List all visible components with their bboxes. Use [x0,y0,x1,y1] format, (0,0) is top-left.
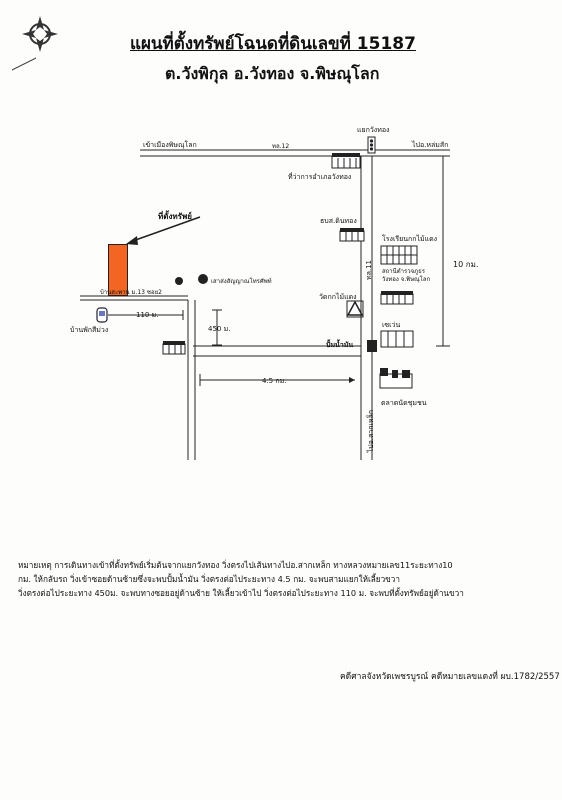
label-police: สถานีตำรวจภูธรวังทอง จ.พิษณุโลก [382,268,431,283]
note-line-2: กม. ให้กลับรถ วิ่งเข้าซอยด้านซ้ายซึ่งจะพบปั้มน้ำมัน วิ่งตรงต่อไประยะทาง 4.5 กม. จะพบสามแยกให้เลี้ยวขวา [18,574,400,584]
label-dist-450: 450 ม. [208,325,231,333]
district-office-icon [330,152,370,172]
note-line-3: วิ่งตรงต่อไประยะทาง 450ม. จะพบทางซอยอยู่ด้านซ้าย ให้เลี้ยวเข้าไป วิ่งตรงต่อไประยะทาง 110 ม. จะพบที่ตั้งทรัพย์อยู่ด้านขวา [18,588,464,598]
label-road-south: ไปอ.สากเหล็ก [367,410,375,453]
school-icon [380,244,420,266]
label-highway-11: ทล.11 [365,260,373,281]
page-title: แผนที่ตั้งทรัพย์โฉนดที่ดินเลขที่ 15187 [130,34,416,54]
label-bank: ธบส.ดินทอง [320,217,357,225]
label-soi: บ้านสะพาน ม.13 ซอย2 [100,289,162,296]
label-road-left: เข้าเมืองพิษณุโลก [143,141,197,149]
page-subtitle: ต.วังพิกุล อ.วังทอง จ.พิษณุโลก [165,64,380,83]
label-village-house: บ้านพักสีม่วง [70,326,109,334]
note-line-1: หมายเหตุ การเดินทางเข้าที่ตั้งทรัพย์เริ่มต้นจากแยกวังทอง วิ่งตรงไปเส้นทางไปอ.สากเหล็ก ทางหลวงหมายเลข11ระยะทาง10 [18,560,453,570]
label-pole: เสาส่งสัญญาณโทรศัพท์ [211,278,272,285]
label-district-office: ที่ว่าการอำเภอวังทอง [288,173,352,181]
label-wat: วัดกกไม้แดง [319,293,357,301]
pole-icon [197,273,211,287]
gas-station-icon [366,338,382,354]
label-highway-12: ทล.12 [272,143,290,150]
label-shop: เซเว่น [382,321,401,329]
case-reference: คดีศาลจังหวัดเพชรบูรณ์ คดีหมายเลขแดงที่ ผบ.1782/2557 [340,672,560,682]
market-icon [378,366,418,390]
label-school: โรงเรียนกกไม้แดง [382,235,438,243]
label-road-right: ไปอ.หล่มสัก [412,141,449,149]
svg-text:N: N [36,31,44,41]
label-dist-4-5km: 4.5 กม. [262,377,287,385]
label-dist-110: 110 ม. [136,311,159,319]
village-house-icon [94,302,110,326]
dot-icon [174,276,186,288]
bank-icon [339,227,369,245]
label-property: ที่ตั้งทรัพย์ [158,212,192,221]
small-building-icon [162,340,188,356]
label-gas-station: ปั้มน้ำมัน [326,341,354,349]
label-dist-10km: 10 กม. [453,260,479,269]
label-market: ตลาดนัดชุมชน [381,399,427,407]
police-icon [380,290,420,308]
direction-note [18,558,548,600]
shop-icon [380,330,416,350]
label-junction: แยกวังทอง [357,126,390,134]
